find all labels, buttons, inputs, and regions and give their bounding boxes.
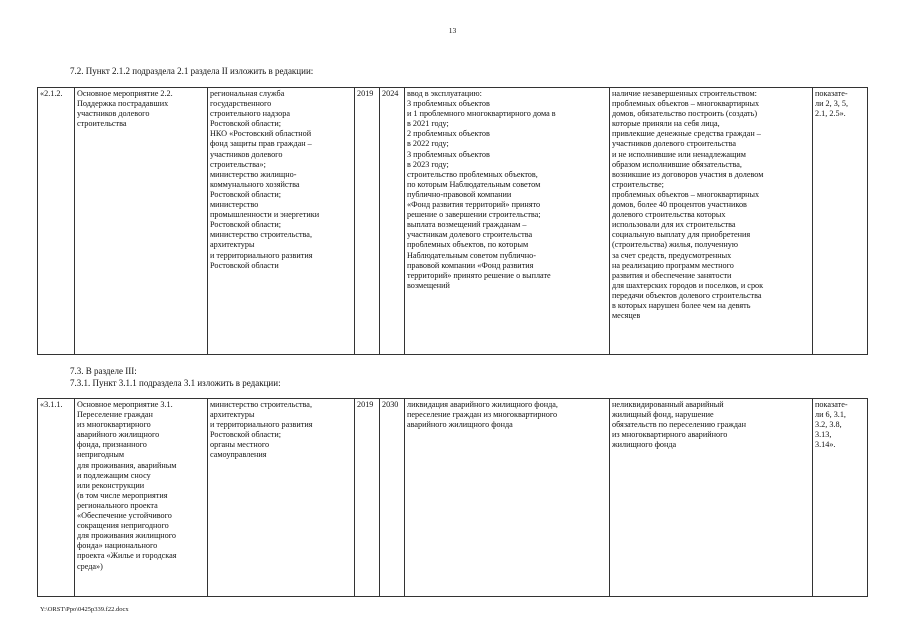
text-line: Наблюдательным советом публично- [407,250,536,260]
text-line: самоуправления [210,450,267,460]
text-line: и 1 проблемного многоквартирного дома в [407,109,556,119]
consequences-cell [610,399,813,597]
section-7-3-1-heading: 7.3.1. Пункт 3.1.1 подраздела 3.1 изложить в редакции: [70,378,281,388]
text-line: 3 проблемных объектов [407,99,490,109]
text-line: строительстве; [612,179,664,189]
text-line: проблемных объектов – многоквартирных [612,99,760,109]
text-line: домов, более 40 процентов участников [612,200,747,210]
text-line: и территориального развития [210,250,313,260]
text-line: наличие незавершенных строительством: [612,89,757,98]
text-line: органы местного [210,440,270,450]
text-line: регионального проекта [77,500,158,510]
text-line: или реконструкции [77,480,145,490]
measure-name-cell [75,399,208,597]
text-line: министерство строительства, [210,400,312,409]
text-line: домов, обязательство построить (создать) [612,109,758,119]
text-line: (строительства) жилья, полученную [612,240,739,250]
text-line: проекта «Жилье и городская [77,551,177,561]
text-line: образом исполнившие обязательства, [612,159,742,169]
text-line: Основное мероприятие 3.1. [77,400,173,409]
text-line: строительство проблемных объектов, [407,169,538,179]
page-number: 13 [448,26,457,35]
text-line: государственного [210,99,272,109]
text-line: 3.13, [815,430,832,440]
text-line: Ростовской области; [210,430,282,440]
text-line: правовой компании «Фонд развития [407,260,534,270]
text-line: строительства»; [210,159,266,169]
text-line: использовали для их строительства [612,220,736,230]
text-line: обязательств по переселению граждан [612,420,747,430]
text-line: ли 2, 3, 5, [815,99,849,109]
text-line: (в том числе мероприятия [77,490,168,500]
text-line: участников долевого [77,109,150,119]
start-year-cell: 2019 [355,399,380,597]
text-line: участников долевого [210,149,283,159]
expected-result-cell [405,88,610,355]
text-line: 3.2, 3.8, [815,420,842,430]
end-year-cell: 2030 [380,399,405,597]
consequences-cell [610,88,813,355]
measure-name-cell [75,88,208,355]
text-line: в 2022 году; [407,139,449,149]
text-line: переселение граждан из многоквартирного [407,410,558,420]
table-item-3-1-1 [37,398,868,597]
text-line: на реализацию программ местного [612,260,734,270]
text-line: коммунального хозяйства [210,179,300,189]
text-line: и не исполнившие или ненадлежащим [612,149,746,159]
text-line: «Фонд развития территорий» принято [407,200,541,210]
text-line: региональная служба [210,89,285,98]
text-line: 3.14». [815,440,836,450]
text-line: возмещений [407,280,450,290]
indicators-cell [813,88,868,355]
text-line: публично-правовой компании [407,189,512,199]
text-line: передачи объектов долевого строительства [612,290,762,300]
section-7-2-heading: 7.2. Пункт 2.1.2 подраздела 2.1 раздела II изложить в редакции: [70,66,314,76]
expected-result-cell [405,399,610,597]
text-line: аварийного жилищного фонда [407,420,513,430]
text-line: министерство строительства, [210,230,312,240]
text-line: Ростовской области; [210,119,282,129]
text-line: возникшие из договоров участия в долевом [612,169,764,179]
text-line: и территориального развития [210,420,313,430]
text-line: Ростовской области [210,260,279,270]
table-row [38,399,868,597]
text-line: показате- [815,89,848,98]
text-line: Ростовской области; [210,189,282,199]
text-line: участникам долевого строительства [407,230,533,240]
section-7-3-heading: 7.3. В разделе III: [70,366,137,376]
text-line: из многоквартирного аварийного [612,430,728,440]
start-year-cell: 2019 [355,88,380,355]
text-line: для шахтерских городов и поселков, и срок [612,280,764,290]
text-line: 2 проблемных объектов [407,129,490,139]
text-line: и подлежащим сносу [77,470,151,480]
executors-cell [208,399,355,597]
text-line: промышленности и энергетики [210,210,320,220]
text-line: ввод в эксплуатацию: [407,89,482,98]
text-line: из многоквартирного [77,420,151,430]
text-line: которые приняли на себя лица, [612,119,720,129]
text-line: месяцев [612,311,641,321]
text-line: проблемных объектов – многоквартирных [612,189,760,199]
text-line: министерство [210,200,259,210]
text-line: фонда, признанного [77,440,147,450]
text-line: в 2021 году; [407,119,449,129]
item-number-cell: «3.1.1. [38,399,75,597]
text-line: неликвидированный аварийный [612,400,724,409]
text-line: аварийного жилищного [77,430,160,440]
indicators-cell [813,399,868,597]
text-line: Ростовской области; [210,220,282,230]
text-line: для проживания, аварийным [77,460,177,470]
text-line: среда») [77,561,103,571]
text-line: жилищного фонда [612,440,677,450]
text-line: архитектуры [210,240,255,250]
text-line: по которым Наблюдательным советом [407,179,541,189]
text-line: показате- [815,400,848,409]
text-line: ликвидация аварийного жилищного фонда, [407,400,558,409]
text-line: фонд защиты прав граждан – [210,139,312,149]
item-number-cell: «2.1.2. [38,88,75,355]
text-line: привлекшие денежные средства граждан – [612,129,761,139]
executors-cell [208,88,355,355]
text-line: жилищный фонд, нарушение [612,410,714,420]
text-line: Основное мероприятие 2.2. [77,89,173,98]
text-line: ли 6, 3.1, [815,410,846,420]
text-line: развития и обеспечение занятости [612,270,732,280]
text-line: территорий» принято решение о выплате [407,270,551,280]
text-line: 2.1, 2.5». [815,109,846,119]
text-line: Переселение граждан [77,410,153,420]
text-line: архитектуры [210,410,255,420]
text-line: «Обеспечение устойчивого [77,511,172,521]
text-line: в 2023 году; [407,159,449,169]
text-line: решение о завершении строительства; [407,210,541,220]
text-line: в которых нарушен более чем на девять [612,300,751,310]
text-line: долевого строительства которых [612,210,726,220]
text-line: строительного надзора [210,109,290,119]
text-line: участников долевого строительства [612,139,736,149]
table-row [38,88,868,355]
text-line: для проживания жилищного [77,531,176,541]
table-item-2-1-2 [37,87,868,355]
text-line: за счет средств, предусмотренных [612,250,732,260]
text-line: Поддержка пострадавших [77,99,169,109]
text-line: социальную выплату для приобретения [612,230,751,240]
text-line: проблемных объектов, по которым [407,240,529,250]
footer-file-path: Y:\ORST\Ppo\0425p339.f22.docx [40,606,129,613]
text-line: непригодным [77,450,125,460]
text-line: НКО «Ростовский областной [210,129,312,139]
text-line: фонда» национального [77,541,158,551]
end-year-cell: 2024 [380,88,405,355]
text-line: министерство жилищно- [210,169,297,179]
text-line: выплата возмещений гражданам – [407,220,527,230]
text-line: сокращения непригодного [77,521,169,531]
text-line: строительства [77,119,127,129]
text-line: 3 проблемных объектов [407,149,490,159]
